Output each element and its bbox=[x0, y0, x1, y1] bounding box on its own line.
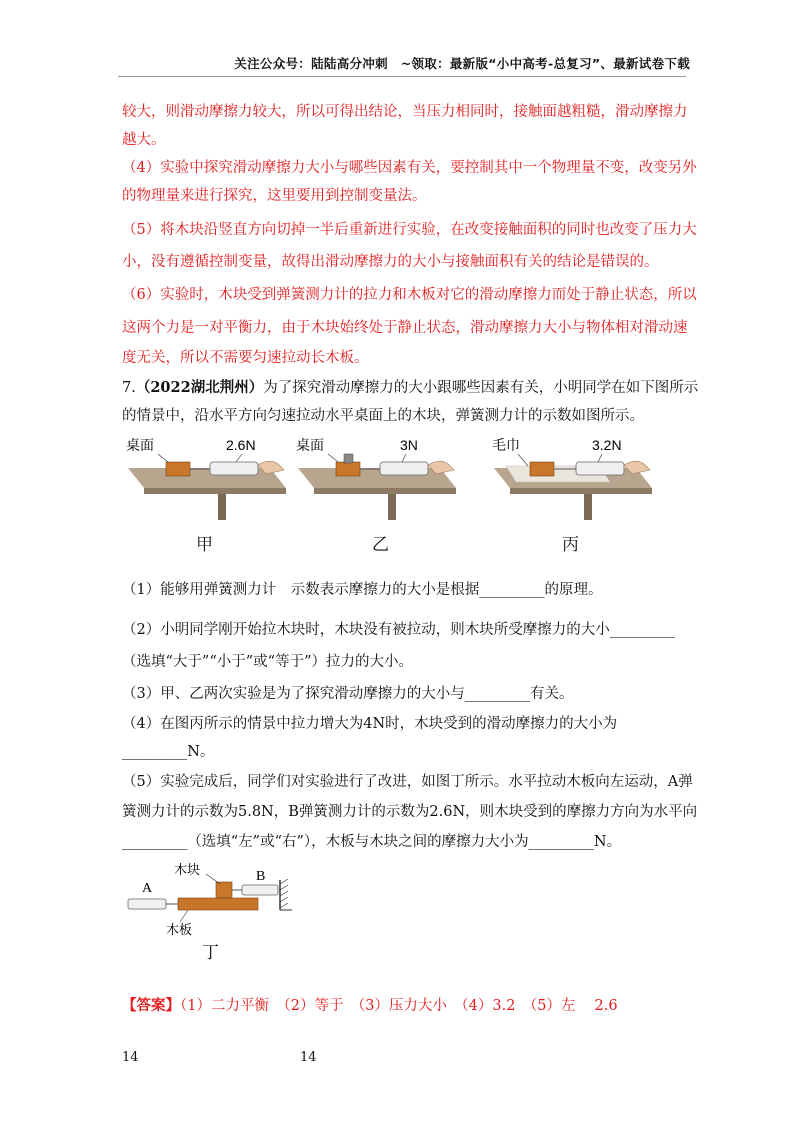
question-source: （2022湖北荆州） bbox=[135, 379, 264, 396]
answer-prev-line: 小，没有遵循控制变量，故得出滑动摩擦力的大小与接触面积有关的结论是错误的。 bbox=[122, 254, 659, 270]
spring-scale-b bbox=[242, 885, 278, 895]
board-label: 木板 bbox=[166, 922, 193, 937]
wall-hatch bbox=[280, 879, 288, 908]
page-header: 关注公众号：陆陆高分冲刺 ~领取：最新版“小中高考-总复习”、最新试卷下载 bbox=[234, 56, 690, 71]
table-leg bbox=[388, 494, 396, 520]
sub-question-1: （1）能够用弹簧测力计 示数表示摩擦力的大小是根据_________的原理。 bbox=[122, 582, 603, 598]
spring-scale bbox=[210, 462, 258, 475]
answer-prev-line: （6）实验时，木块受到弹簧测力计的拉力和木板对它的滑动摩擦力而处于静止状态，所以 bbox=[122, 287, 697, 303]
question-number: 7. bbox=[122, 380, 136, 396]
figure-bing bbox=[488, 432, 658, 522]
wood-block bbox=[336, 462, 360, 476]
scale-reading: 3.2N bbox=[592, 437, 622, 453]
figure-yi bbox=[292, 432, 462, 522]
answer-text: （1）二力平衡 （2）等于 （3）压力大小 （4）3.2 （5）左 2.6 bbox=[180, 998, 618, 1014]
answer-prev-line: 较大，则滑动摩擦力较大，所以可得出结论，当压力相同时，接触面越粗糙，滑动摩擦力 bbox=[122, 104, 688, 120]
table-leg bbox=[584, 494, 592, 520]
sub-question-2b: （选填“大于”“小于”或“等于”）拉力的大小。 bbox=[122, 654, 413, 670]
sub-question-2a: （2）小明同学刚开始拉木块时，木块没有被拉动，则木块所受摩擦力的大小_________ bbox=[122, 622, 675, 638]
leader-line bbox=[328, 454, 338, 462]
figure-caption-ding: 丁 bbox=[202, 943, 219, 963]
leader-line bbox=[180, 910, 188, 922]
header-rule bbox=[118, 76, 686, 77]
table-top bbox=[298, 468, 456, 488]
block-label: 木块 bbox=[174, 862, 201, 877]
answer-tag: 【答案】 bbox=[122, 997, 180, 1014]
sub-question-5a: （5）实验完成后，同学们对实验进行了改进，如图丁所示。水平拉动木板向左运动，A弹 bbox=[122, 774, 693, 790]
scale-reading: 3N bbox=[400, 437, 418, 453]
spring-scale bbox=[576, 462, 624, 475]
question-stem bbox=[122, 378, 698, 398]
answer-prev-line: 的物理量来进行探究，这里要用到控制变量法。 bbox=[122, 188, 427, 204]
leader-line bbox=[598, 454, 602, 462]
wood-board bbox=[178, 898, 258, 910]
weight-icon bbox=[344, 454, 353, 463]
leader-line bbox=[402, 454, 406, 462]
sub-question-4a: （4）在图丙所示的情景中拉力增大为4N时，木块受到的滑动摩擦力的大小为 bbox=[122, 716, 618, 732]
figure-caption-yi: 乙 bbox=[372, 535, 389, 555]
sub-question-5c: _________（选填“左”或“右”），木板与木块之间的摩擦力大小为_________N。 bbox=[122, 834, 622, 850]
wood-block bbox=[166, 462, 190, 476]
page-number-center: 14 bbox=[300, 1050, 317, 1065]
table-edge bbox=[144, 488, 286, 494]
answer-prev-line: 度无关，所以不需要匀速拉动长木板。 bbox=[122, 350, 369, 366]
sub-question-4b: _________N。 bbox=[122, 744, 215, 760]
surface-label: 毛巾 bbox=[492, 437, 520, 453]
page-number-left: 14 bbox=[122, 1050, 139, 1065]
table-edge bbox=[510, 488, 652, 494]
table-top bbox=[128, 468, 286, 488]
leader-line bbox=[158, 454, 168, 462]
label-a: A bbox=[142, 881, 153, 896]
answer-prev-line: 越大。 bbox=[122, 132, 166, 148]
wood-block bbox=[216, 882, 232, 898]
figure-caption-jia: 甲 bbox=[196, 535, 213, 555]
answer-prev-line: （5）将木块沿竖直方向切掉一半后重新进行实验，在改变接触面积的同时也改变了压力大 bbox=[122, 222, 697, 238]
leader-line bbox=[236, 454, 242, 462]
figure-jia bbox=[118, 432, 288, 522]
wood-block bbox=[530, 462, 554, 476]
answer-line bbox=[122, 996, 618, 1016]
spring-scale-a bbox=[128, 899, 166, 909]
leader-line bbox=[206, 874, 220, 884]
figure-ding bbox=[120, 858, 300, 970]
spring-scale bbox=[380, 462, 428, 475]
leader-line bbox=[518, 454, 528, 466]
surface-label: 桌面 bbox=[296, 437, 324, 453]
sub-question-5b: 簧测力计的示数为5.8N，B弹簧测力计的示数为2.6N，则木块受到的摩擦力方向为水平向 bbox=[122, 804, 698, 820]
surface-label: 桌面 bbox=[126, 437, 154, 453]
question-stem-1: 为了探究滑动摩擦力的大小跟哪些因素有关，小明同学在如下图所示 bbox=[263, 380, 699, 396]
sub-question-3: （3）甲、乙两次实验是为了探究滑动摩擦力的大小与_________有关。 bbox=[122, 686, 574, 702]
answer-prev-line: 这两个力是一对平衡力，由于木块始终处于静止状态，滑动摩擦力大小与物体相对滑动速 bbox=[122, 320, 688, 336]
question-stem-2: 的情景中，沿水平方向匀速拉动水平桌面上的木块，弹簧测力计的示数如图所示。 bbox=[122, 408, 644, 424]
scale-reading: 2.6N bbox=[226, 437, 256, 453]
answer-prev-line: （4）实验中探究滑动摩擦力大小与哪些因素有关，要控制其中一个物理量不变，改变另外 bbox=[122, 160, 697, 176]
table-leg bbox=[218, 494, 226, 520]
figure-caption-bing: 丙 bbox=[562, 535, 579, 555]
table-edge bbox=[314, 488, 456, 494]
label-b: B bbox=[256, 869, 266, 884]
